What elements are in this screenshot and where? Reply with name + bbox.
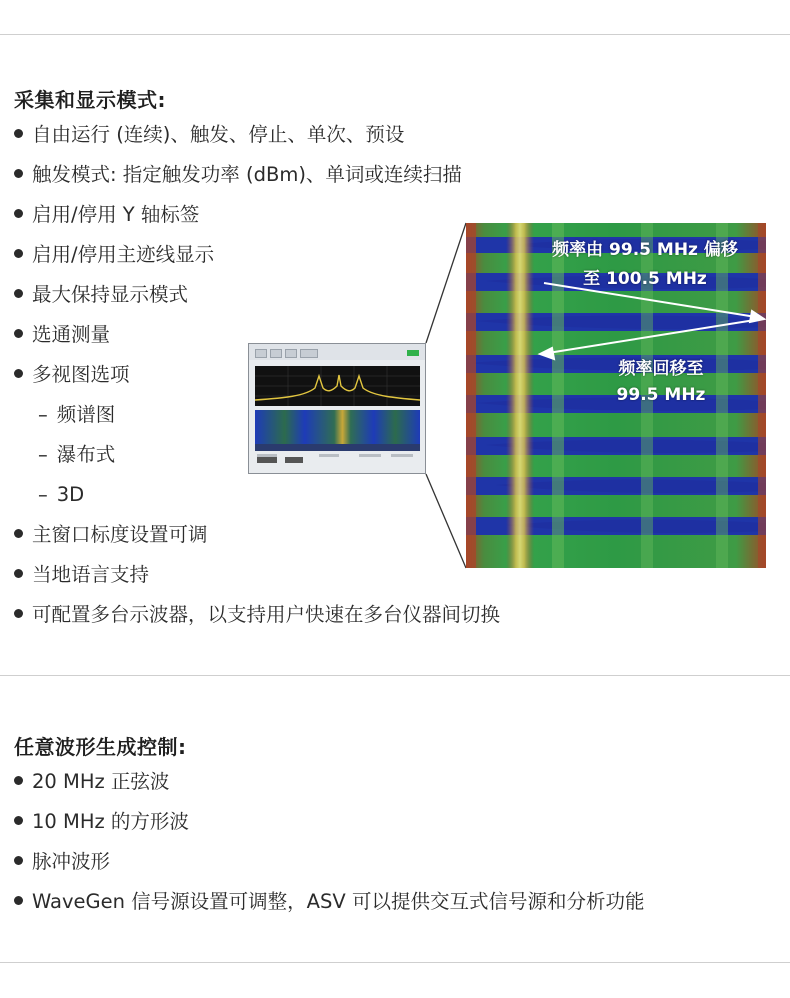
list-item-text: 最大保持显示模式 xyxy=(32,283,189,306)
sub-list-item-text: 频谱图 xyxy=(56,403,116,426)
annotation-frequency-return-line2: 99.5 MHz xyxy=(616,385,706,405)
annotation-frequency-return-line1: 频率回移至 xyxy=(618,359,704,379)
list-item-text: WaveGen 信号源设置可调整，ASV 可以提供交互式信号源和分析功能 xyxy=(32,890,645,913)
annotation-frequency-shift xyxy=(550,235,740,289)
list-item xyxy=(14,123,404,147)
thumbnail-label xyxy=(391,454,413,457)
thumbnail-spectrum-view xyxy=(255,366,420,406)
thumbnail-toolbar-button xyxy=(255,349,267,358)
bullet-icon xyxy=(14,289,23,298)
thumbnail-label xyxy=(319,454,339,457)
bullet-icon xyxy=(14,569,23,578)
bullet-icon xyxy=(14,369,23,378)
annotation-frequency-shift-line1: 频率由 99.5 MHz 偏移 xyxy=(552,240,738,260)
thumbnail-toolbar-button xyxy=(270,349,282,358)
list-item xyxy=(14,523,208,547)
software-screenshot-thumbnail xyxy=(248,343,426,474)
thumbnail-run-indicator xyxy=(407,350,419,356)
list-item xyxy=(14,563,149,587)
bullet-icon xyxy=(14,249,23,258)
sub-list-item xyxy=(38,443,115,467)
dash-marker: – xyxy=(38,443,48,466)
thumbnail-toolbar-button xyxy=(285,349,297,358)
spectrum-trace-graphic xyxy=(255,366,420,406)
dash-marker: – xyxy=(38,483,48,506)
list-item xyxy=(14,890,644,914)
bullet-icon xyxy=(14,129,23,138)
list-item xyxy=(14,603,500,627)
list-item xyxy=(14,850,110,874)
sub-list-item xyxy=(38,483,84,507)
thumbnail-frequency-bar xyxy=(255,444,420,451)
bullet-icon xyxy=(14,609,23,618)
list-item-text: 10 MHz 的方形波 xyxy=(32,810,189,833)
sub-list-item xyxy=(38,403,115,427)
top-divider xyxy=(0,34,790,35)
list-item-text: 可配置多台示波器，以支持用户快速在多台仪器间切换 xyxy=(32,603,501,626)
list-item-text: 脉冲波形 xyxy=(32,850,111,873)
list-item-text: 启用/停用 Y 轴标签 xyxy=(32,203,200,226)
list-item-text: 多视图选项 xyxy=(32,363,130,386)
list-item xyxy=(14,810,189,834)
list-item-text: 当地语言支持 xyxy=(32,563,150,586)
section-heading-acquisition: 采集和显示模式: xyxy=(14,88,166,112)
bullet-icon xyxy=(14,856,23,865)
bullet-icon xyxy=(14,169,23,178)
list-item-text: 触发模式: 指定触发功率 (dBm)、单词或连续扫描 xyxy=(32,163,462,186)
bullet-icon xyxy=(14,776,23,785)
list-item xyxy=(14,163,462,187)
list-item xyxy=(14,323,110,347)
sub-list-item-text: 3D xyxy=(56,483,85,506)
bullet-icon xyxy=(14,529,23,538)
bullet-icon xyxy=(14,816,23,825)
bottom-divider xyxy=(0,962,790,963)
section-heading-waveform: 任意波形生成控制: xyxy=(14,735,187,759)
thumbnail-control xyxy=(285,457,303,463)
list-item-text: 选通测量 xyxy=(32,323,111,346)
list-item-text: 自由运行 (连续)、触发、停止、单次、预设 xyxy=(32,123,405,146)
list-item xyxy=(14,243,214,267)
thumbnail-label xyxy=(359,454,381,457)
list-item-text: 20 MHz 正弦波 xyxy=(32,770,170,793)
list-item-text: 启用/停用主迹线显示 xyxy=(32,243,215,266)
bullet-icon xyxy=(14,329,23,338)
thumbnail-toolbar-button xyxy=(300,349,318,358)
middle-divider xyxy=(0,675,790,676)
bullet-icon xyxy=(14,896,23,905)
list-item-text: 主窗口标度设置可调 xyxy=(32,523,208,546)
sub-list-item-text: 瀑布式 xyxy=(56,443,116,466)
thumbnail-waterfall-view xyxy=(255,410,420,444)
list-item xyxy=(14,283,188,307)
bullet-icon xyxy=(14,209,23,218)
dash-marker: – xyxy=(38,403,48,426)
annotation-frequency-return xyxy=(596,354,726,405)
thumbnail-control xyxy=(257,457,277,463)
list-item xyxy=(14,363,130,387)
waterfall-zoom-panel xyxy=(466,223,766,568)
list-item xyxy=(14,203,199,227)
annotation-frequency-shift-line2: 至 100.5 MHz xyxy=(583,269,707,289)
list-item xyxy=(14,770,169,794)
